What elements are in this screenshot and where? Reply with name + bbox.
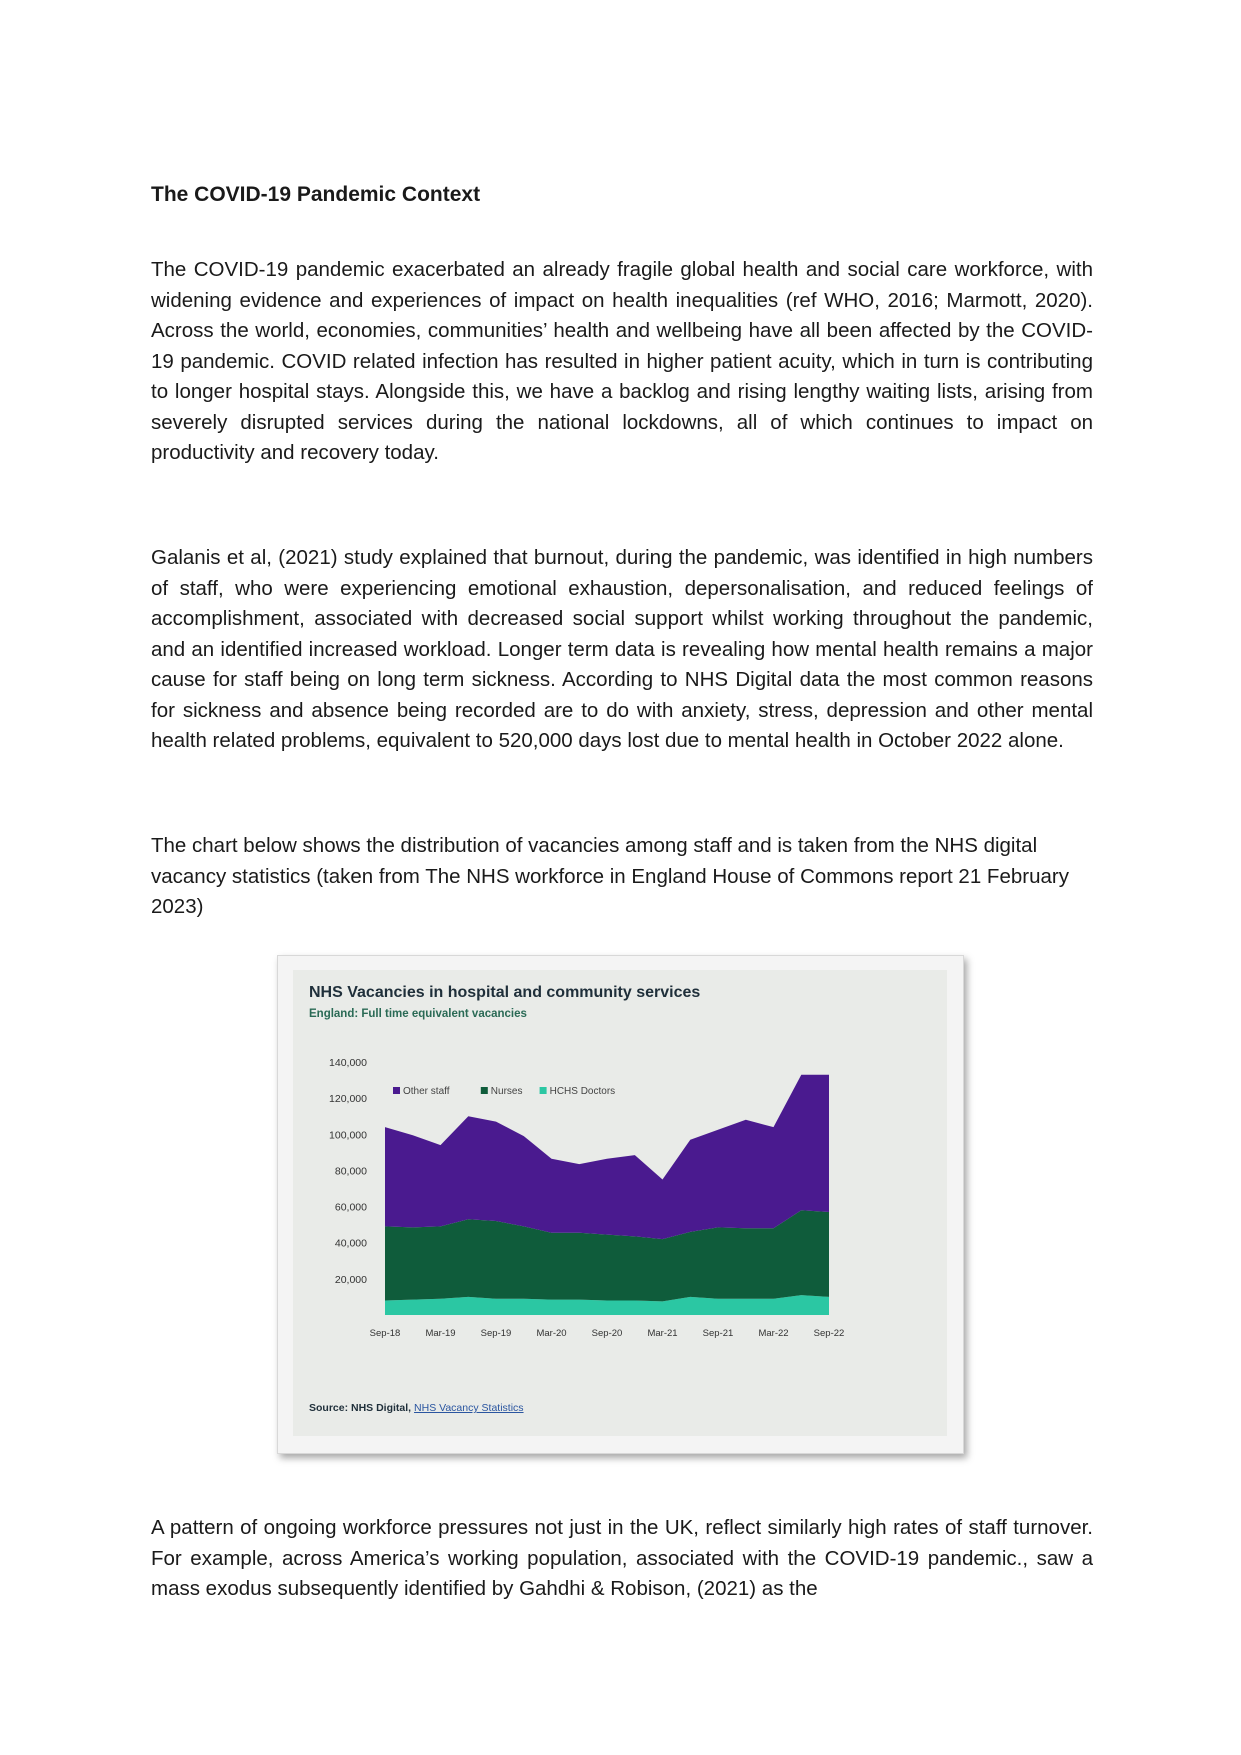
section-heading: The COVID-19 Pandemic Context: [151, 183, 481, 206]
chart-subtitle: England: Full time equivalent vacancies: [309, 1008, 527, 1020]
chart-source: [309, 1402, 524, 1414]
legend-label: Other staff: [403, 1086, 450, 1097]
y-tick-label: 80,000: [334, 1165, 367, 1178]
y-tick-label: 40,000: [334, 1237, 367, 1250]
paragraph-4: A pattern of ongoing workforce pressures not just in the UK, reflect similarly high rates of staff turnover. For example, across America’s working population, associated with the COVID-19 pandemic., saw a mass exodus subsequently identified by Gahdhi & Robison, (2021) as the: [151, 1516, 1093, 1600]
chart-title: NHS Vacancies in hospital and community services: [309, 984, 701, 1001]
x-tick-label: Sep-22: [813, 1328, 845, 1339]
source-link[interactable]: NHS Vacancy Statistics: [414, 1402, 524, 1414]
x-tick-label: Sep-21: [702, 1328, 734, 1339]
series-area-other-staff: [385, 1075, 829, 1239]
y-tick-label: 20,000: [334, 1273, 367, 1286]
x-tick-label: Mar-22: [758, 1328, 789, 1339]
legend-swatch: [481, 1087, 488, 1094]
y-tick-label: 100,000: [329, 1129, 367, 1142]
x-tick-label: Sep-19: [480, 1328, 512, 1339]
legend-label: Nurses: [490, 1086, 523, 1097]
y-tick-label: 60,000: [334, 1201, 367, 1214]
vacancies-area-chart: [293, 970, 947, 1436]
paragraph-1: The COVID-19 pandemic exacerbated an already fragile global health and social care workforce, with widening evidence and experiences of impact on health inequalities (ref WHO, 2016; Marmott, 2020). Across the world, economies, communities’ health and wellbeing have all been affected by the COVID-19 pandemic. COVID related infection has resulted in higher patient acuity, which in turn is contributing to longer hospital stays. Alongside this, we have a backlog and rising lengthy waiting lists, arising from severely disrupted services during the national lockdowns, all of which continues to impact on productivity and recovery today.: [151, 258, 1093, 464]
legend-swatch: [540, 1087, 547, 1094]
paragraph-2: Galanis et al, (2021) study explained that burnout, during the pandemic, was identified in high numbers of staff, who were experiencing emotional exhaustion, depersonalisation, and reduced feelings of accomplishment, associated with decreased social support whilst working throughout the pandemic, and an identified increased workload. Longer term data is revealing how mental health remains a major cause for staff being on long term sickness. According to NHS Digital data the most common reasons for sickness and absence being recorded are to do with anxiety, stress, depression and other mental health related problems, equivalent to 520,000 days lost due to mental health in October 2022 alone.: [151, 546, 1093, 752]
x-tick-label: Sep-20: [591, 1328, 623, 1339]
chart-figure: [277, 955, 964, 1454]
x-tick-label: Mar-21: [647, 1328, 678, 1339]
chart-panel: [293, 970, 947, 1436]
legend-label: HCHS Doctors: [549, 1086, 616, 1097]
y-tick-label: 140,000: [329, 1057, 367, 1069]
paragraph-3: The chart below shows the distribution of vacancies among staff and is taken from the NHS digital vacancy statistics (taken from The NHS workforce in England House of Commons report 21 February 2023): [151, 834, 1069, 918]
x-tick-label: Sep-18: [369, 1328, 401, 1339]
y-tick-label: 120,000: [329, 1093, 367, 1106]
source-label: Source: NHS Digital,: [309, 1402, 412, 1414]
x-tick-label: Mar-20: [536, 1328, 567, 1339]
legend-swatch: [393, 1087, 400, 1094]
x-tick-label: Mar-19: [425, 1328, 456, 1339]
